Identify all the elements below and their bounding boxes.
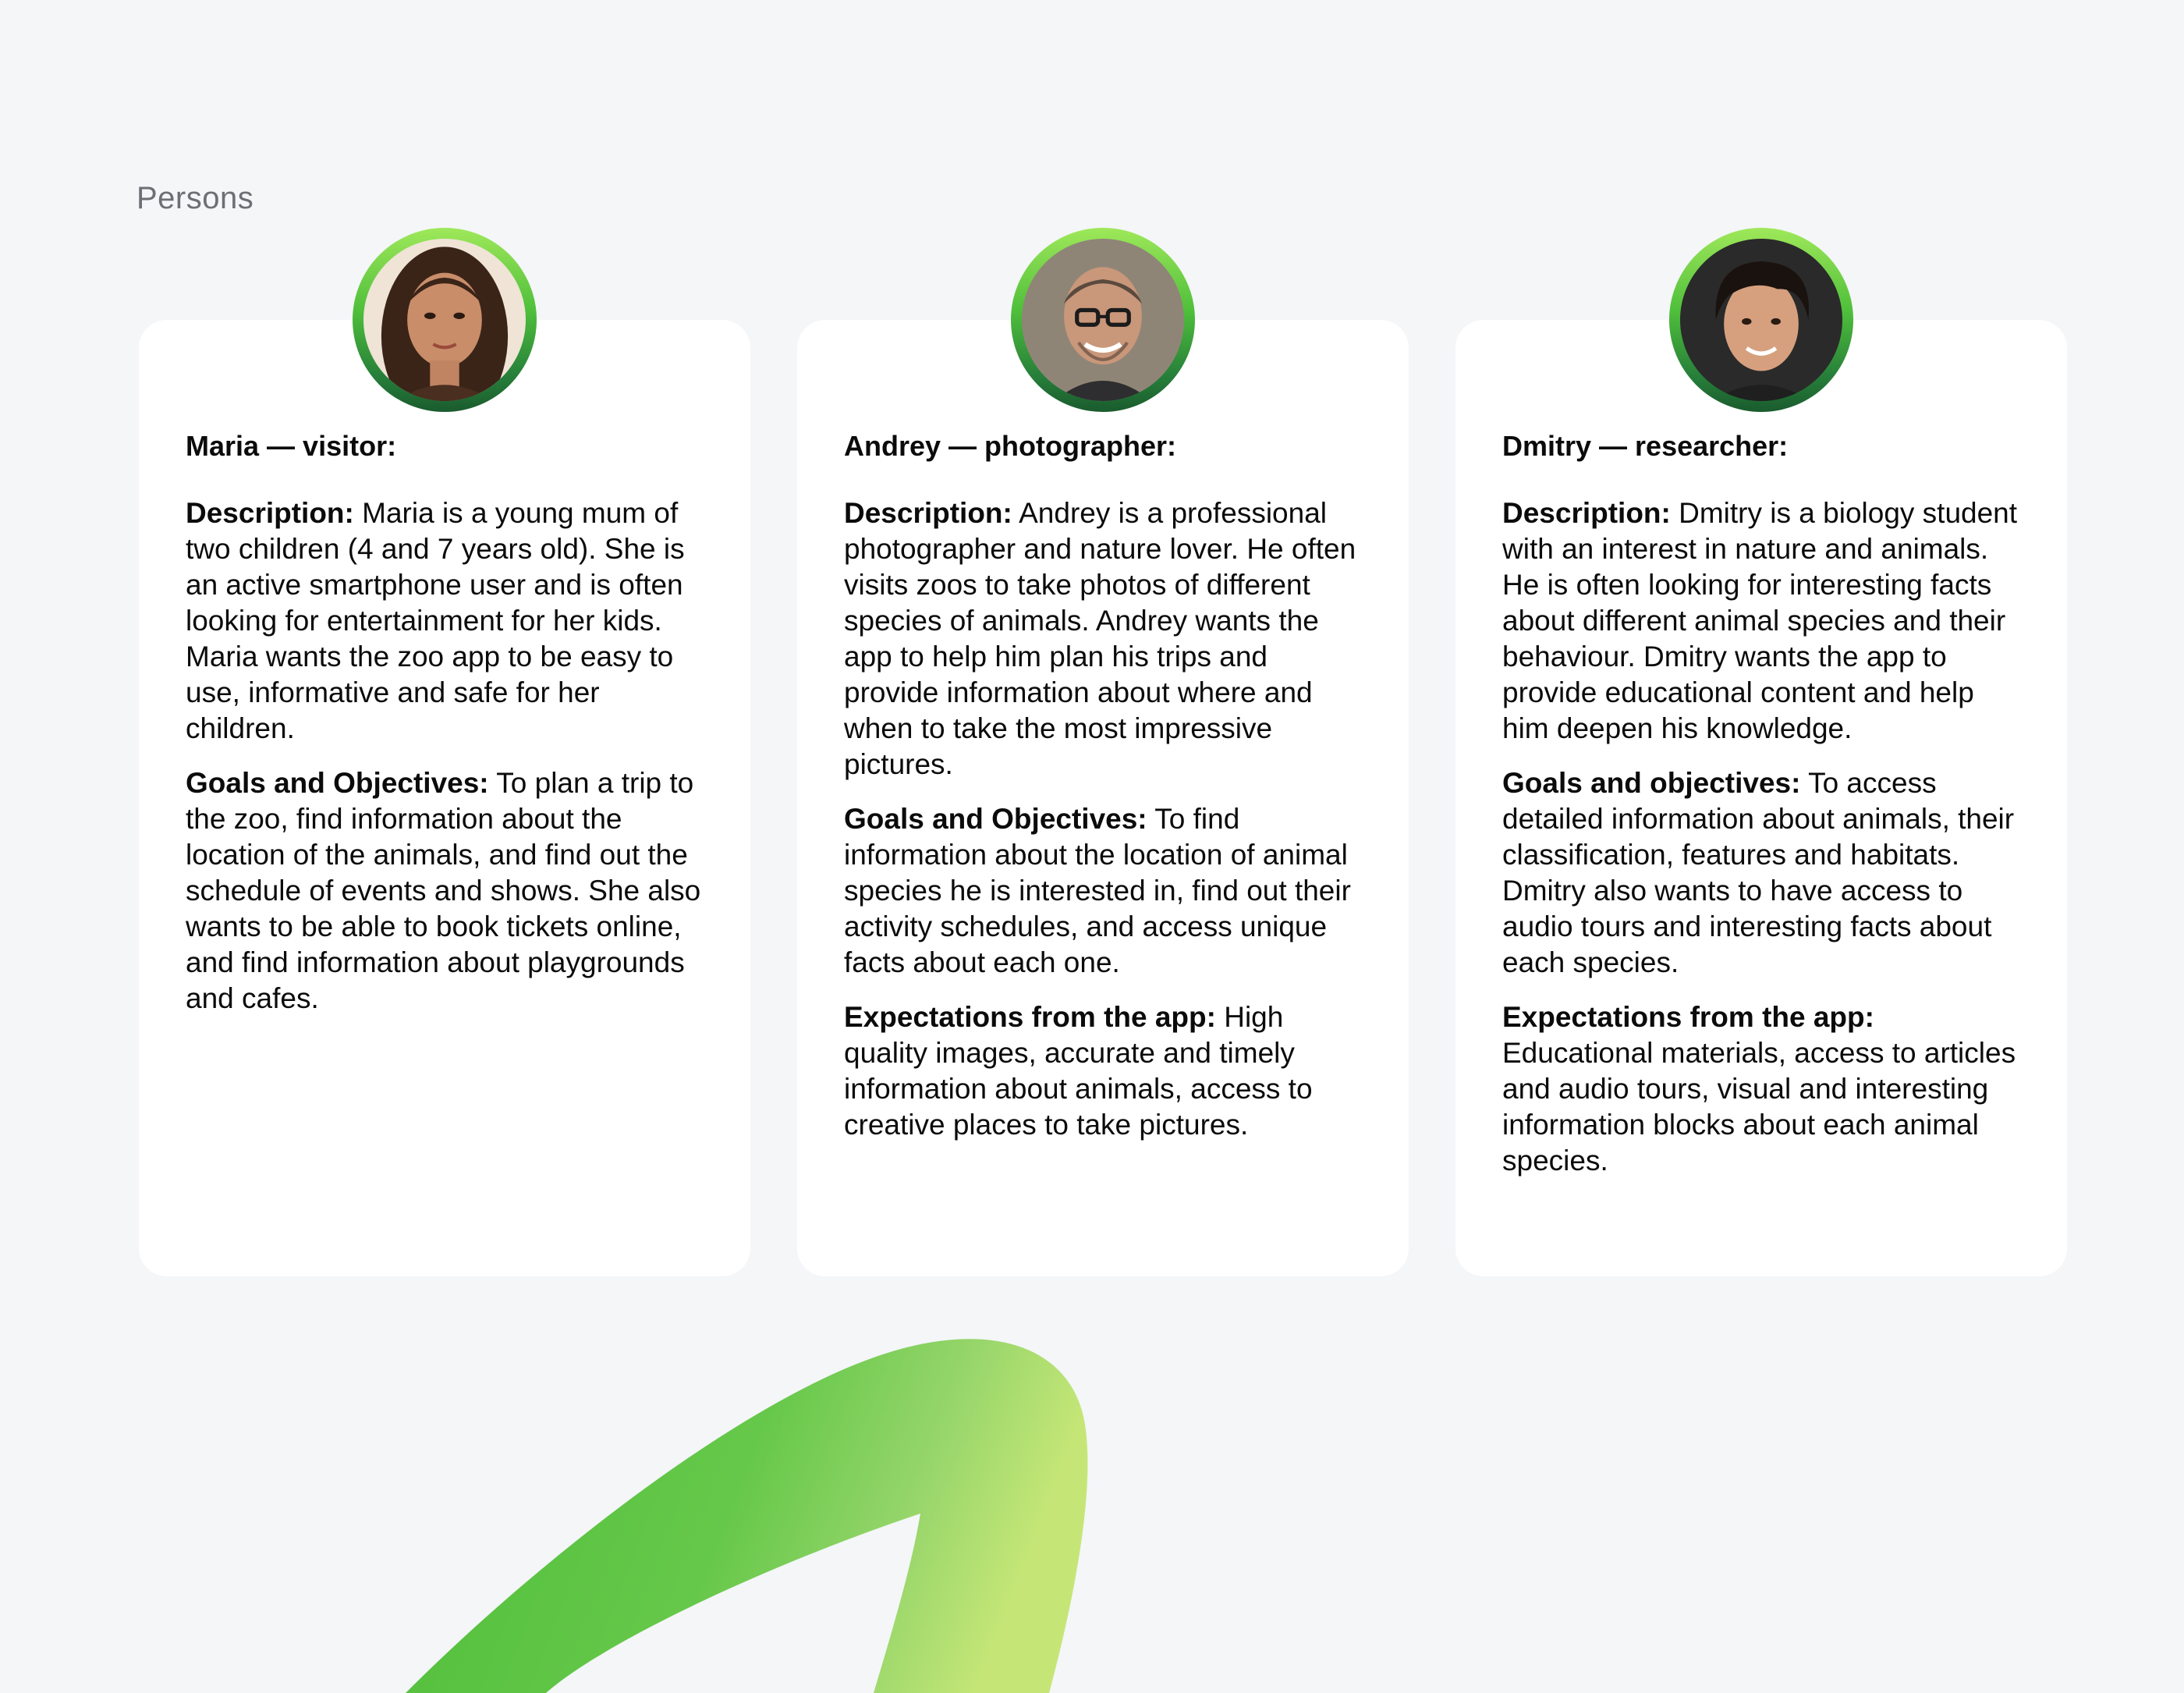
goals-text: To plan a trip to the zoo, find information about the location of the animals, and find out the schedule of events and shows. She also wants to be able to book tickets online, and find information about playgrounds and cafes. [186, 767, 701, 1015]
young-man-portrait-icon [1680, 239, 1842, 401]
expectations-paragraph [844, 999, 1362, 1143]
expectations-text: High quality images, accurate and timely information about animals, access to creative places to take pictures. [844, 1001, 1313, 1141]
expectations-label: Expectations from the app: [844, 1001, 1216, 1034]
persona-title: Dmitry — researcher: [1502, 430, 1789, 462]
description-text: Andrey is a professional photographer and nature lover. He often visits zoos to take photos of different species of animals. Andrey wants the app to help him plan his trips and provide information about where and when to take the most impressive pictures. [844, 497, 1356, 781]
man-with-glasses-portrait-icon [1022, 239, 1184, 401]
avatar [1011, 228, 1195, 412]
expectations-text: Educational materials, access to articles and audio tours, visual and interesting information blocks about each animal species. [1502, 1037, 2016, 1177]
goals-paragraph [1502, 765, 2020, 981]
goals-text: To find information about the location of animal species he is interested in, find out their activity schedules, and access unique facts about each one. [844, 803, 1351, 979]
description-text: Dmitry is a biology student with an interest in nature and animals. He is often looking for interesting facts about different animal species and their behaviour. Dmitry wants the app to provide educational content and help him deepen his knowledge. [1502, 497, 2018, 745]
expectations-label: Expectations from the app: [1502, 1001, 1874, 1034]
description-text: Maria is a young mum of two children (4 and 7 years old). She is an active smartphone user and is often looking for entertainment for her kids. Maria wants the zoo app to be easy to use, informative and safe for her children. [186, 497, 685, 745]
expectations-paragraph [1502, 999, 2020, 1179]
persona-card-maria [139, 320, 750, 1276]
description-label: Description: [1502, 497, 1671, 530]
goals-paragraph [844, 801, 1362, 981]
woman-portrait-icon [363, 239, 526, 401]
persona-card-andrey [797, 320, 1409, 1276]
goals-label: Goals and objectives: [1502, 767, 1801, 800]
description-paragraph [844, 495, 1362, 783]
goals-label: Goals and Objectives: [844, 803, 1147, 836]
goals-label: Goals and Objectives: [186, 767, 489, 800]
avatar [353, 228, 537, 412]
description-label: Description: [844, 497, 1012, 530]
description-label: Description: [186, 497, 354, 530]
avatar [1669, 228, 1853, 412]
goals-paragraph [186, 765, 704, 1017]
section-title: Persons [136, 181, 254, 215]
persona-card-dmitry [1455, 320, 2067, 1276]
description-paragraph [186, 495, 704, 747]
persona-title: Maria — visitor: [186, 430, 397, 462]
description-paragraph [1502, 495, 2020, 747]
goals-text: To access detailed information about animals, their classification, features and habitats. Dmitry also wants to have access to audio tours and interesting facts about each species. [1502, 767, 2015, 979]
persona-title: Andrey — photographer: [844, 430, 1177, 462]
